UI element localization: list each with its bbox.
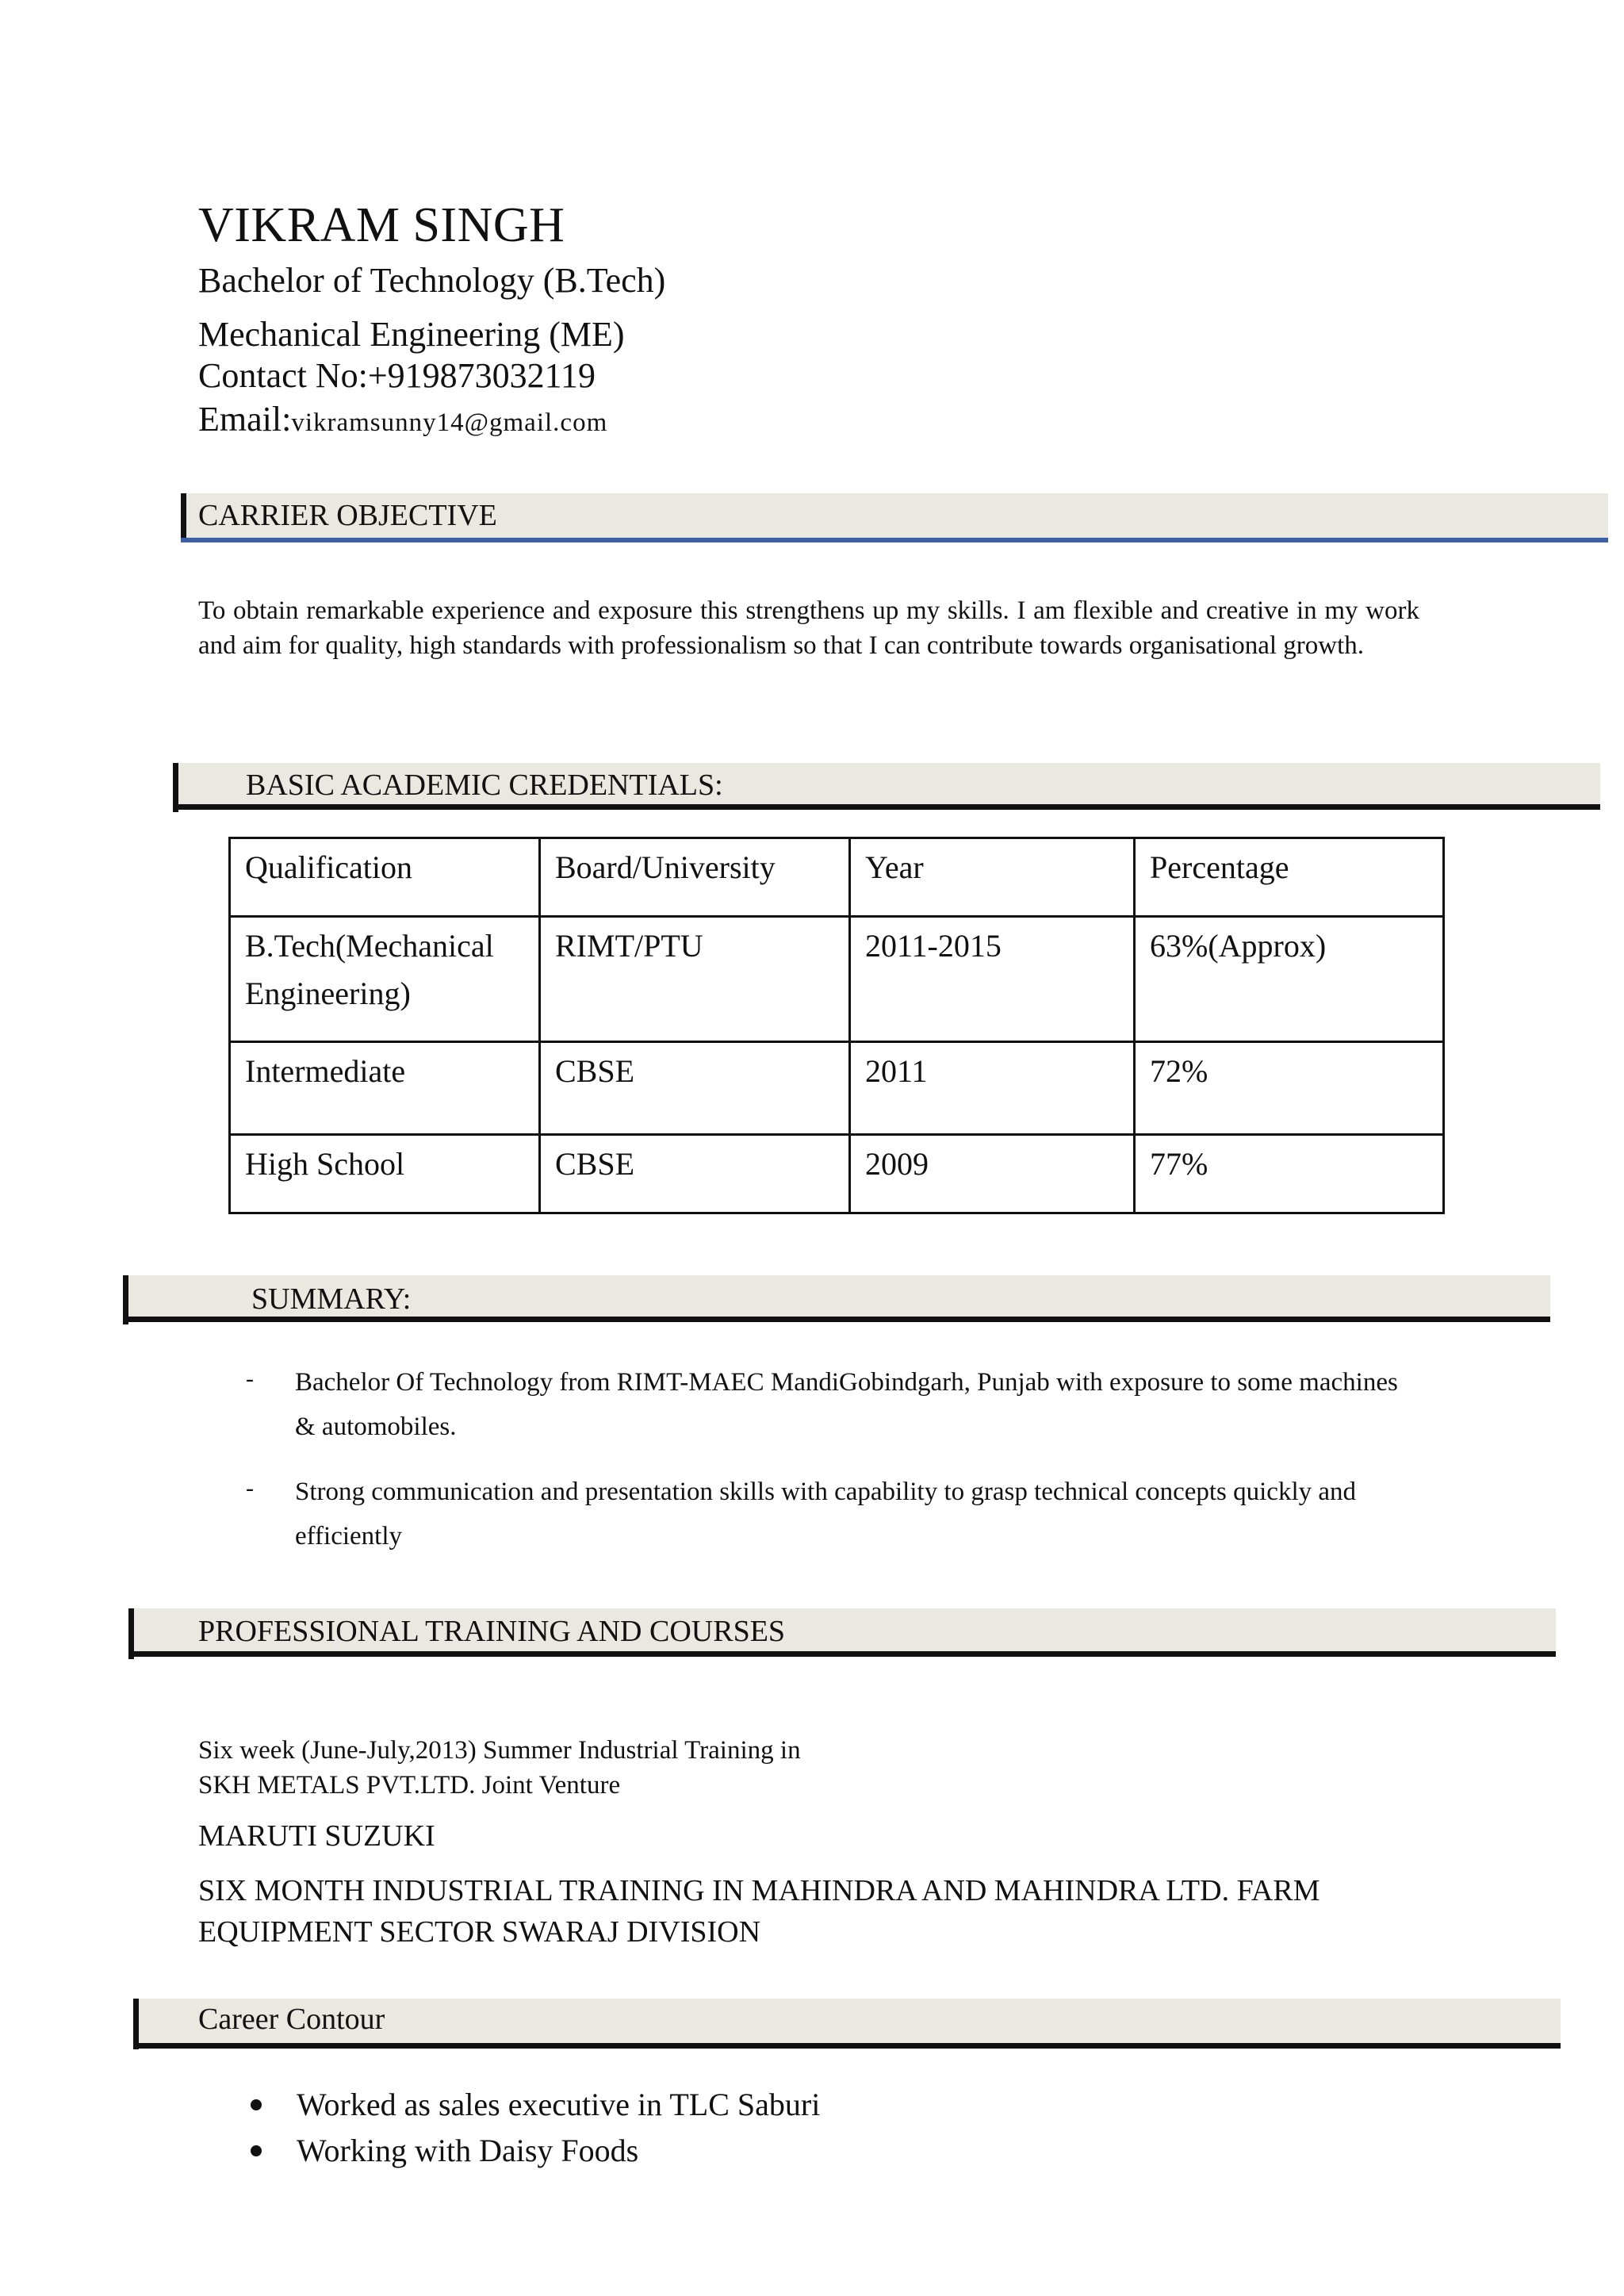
list-item-text: Bachelor Of Technology from RIMT-MAEC MandiGobindgarh, Punjab with exposure to some machines & automobiles.: [295, 1368, 1398, 1441]
table-cell: CBSE: [540, 1042, 850, 1135]
contact-number: Contact No:+919873032119: [198, 356, 596, 395]
table-header-row: [230, 838, 1444, 917]
training-six-month: SIX MONTH INDUSTRIAL TRAINING IN MAHINDRA AND MAHINDRA LTD. FARM EQUIPMENT SECTOR SWARAJ DIVISION: [198, 1874, 1320, 1949]
academic-table: [228, 837, 1445, 1214]
table-cell: RIMT/PTU: [540, 917, 850, 1042]
section-title: CARRIER OBJECTIVE: [198, 499, 497, 532]
section-header-career: [133, 1999, 1561, 2043]
column-header: Board/University: [540, 838, 850, 917]
section-rule-bottom: [133, 2043, 1561, 2049]
training-details: [198, 1733, 801, 1803]
table-row: [230, 917, 1444, 1042]
summary-list: [246, 1360, 1419, 1579]
table-cell: B.Tech(Mechanical Engineering): [230, 917, 540, 1042]
table-cell: 2011-2015: [850, 917, 1135, 1042]
objective-text: To obtain remarkable experience and exposure this strengthens up my skills. I am flexible and creative in my work and aim for quality, high standards with professionalism so that I can contribute towards organisational growth.: [198, 596, 1419, 660]
section-header-summary: [123, 1275, 1550, 1317]
list-item: [246, 1360, 1419, 1449]
branch-line: Mechanical Engineering (ME): [198, 315, 625, 354]
table-cell: CBSE: [540, 1135, 850, 1213]
column-header: Qualification: [230, 838, 540, 917]
dash-bullet-icon: -: [246, 1475, 254, 1501]
column-header: Percentage: [1135, 838, 1444, 917]
candidate-name: VIKRAM SINGH: [198, 198, 565, 252]
table-cell: High School: [230, 1135, 540, 1213]
table-cell: 2011: [850, 1042, 1135, 1135]
career-list: [246, 2082, 820, 2174]
bullet-dot-icon: [251, 2099, 262, 2110]
table-cell: 77%: [1135, 1135, 1444, 1213]
column-header: Year: [850, 838, 1135, 917]
list-item: [246, 2128, 820, 2174]
section-title: SUMMARY:: [251, 1282, 412, 1316]
section-rule-bottom: [181, 538, 1608, 542]
section-header-academic: [173, 763, 1600, 804]
section-header-objective: [181, 493, 1608, 538]
email-value: vikramsunny14@gmail.com: [291, 408, 608, 437]
list-item: [246, 1470, 1419, 1558]
section-rule-left: [181, 493, 186, 541]
training-line: SKH METALS PVT.LTD. Joint Venture: [198, 1771, 621, 1800]
section-title: Career Contour: [198, 2003, 385, 2036]
dash-bullet-icon: -: [246, 1366, 254, 1392]
training-line: Six week (June-July,2013) Summer Industrial Training in: [198, 1736, 801, 1765]
list-item-text: Worked as sales executive in TLC Saburi: [297, 2087, 821, 2122]
table-cell: 72%: [1135, 1042, 1444, 1135]
table-row: [230, 1135, 1444, 1213]
training-company: MARUTI SUZUKI: [198, 1819, 435, 1853]
degree-line: Bachelor of Technology (B.Tech): [198, 261, 666, 300]
list-item: [246, 2082, 820, 2128]
section-title: PROFESSIONAL TRAINING AND COURSES: [198, 1615, 786, 1648]
table-cell: 63%(Approx): [1135, 917, 1444, 1042]
table-row: [230, 1042, 1444, 1135]
table-cell: Intermediate: [230, 1042, 540, 1135]
email-label: Email:: [198, 400, 292, 439]
section-title: BASIC ACADEMIC CREDENTIALS:: [246, 769, 723, 802]
list-item-text: Working with Daisy Foods: [297, 2133, 639, 2168]
section-rule-left: [133, 1999, 139, 2049]
bullet-dot-icon: [251, 2145, 262, 2156]
email-line: [198, 401, 607, 439]
section-header-training: [128, 1608, 1556, 1651]
list-item-text: Strong communication and presentation skills with capability to grasp technical concepts quickly and efficiently: [295, 1478, 1357, 1550]
table-cell: 2009: [850, 1135, 1135, 1213]
